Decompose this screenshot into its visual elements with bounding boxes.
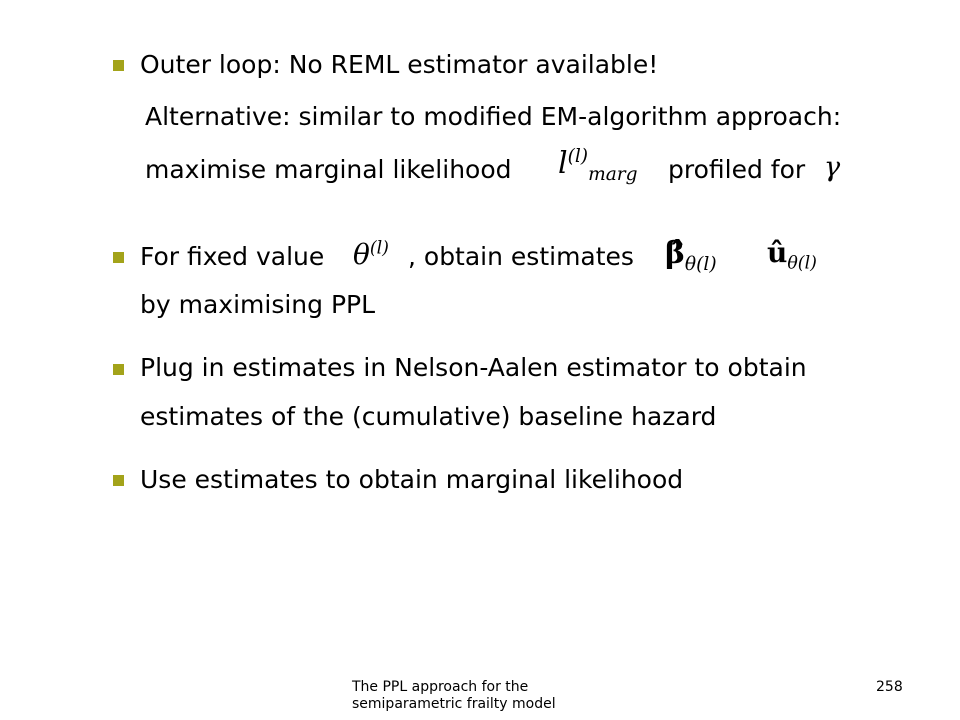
gamma-math: γ (824, 152, 841, 183)
footer-title-line-2: semiparametric frailty model (352, 696, 556, 712)
bullet-1-text: Outer loop: No REML estimator available! (140, 50, 659, 79)
bullet-2-text-a: For fixed value (140, 242, 325, 271)
footer-title-line-1: The PPL approach for the (352, 679, 529, 695)
l-marg-math: $l^{(l)}_{marg}$ (558, 146, 638, 185)
theta-math: $\theta^{(l)}$ (353, 238, 389, 271)
bullet-3-text-a: Plug in estimates in Nelson-Aalen estimator to obtain (140, 353, 807, 382)
beta-hat-math: $\betâ_{\theta(l)}$ (665, 236, 717, 275)
bullet-4-text: Use estimates to obtain marginal likelihood (140, 465, 684, 494)
bullet-marker-1 (113, 60, 124, 71)
bullet-3-text-b: estimates of the (cumulative) baseline hazard (140, 402, 717, 431)
u-hat-math: $û_{\theta(l)}$ (767, 236, 817, 274)
footer-title (352, 679, 556, 713)
bullet-2-text-b: , obtain estimates (408, 242, 634, 271)
bullet-marker-4 (113, 475, 124, 486)
bullet-marker-3 (113, 364, 124, 375)
page-number: 258 (876, 679, 903, 695)
profiled-text: profiled for (668, 155, 806, 184)
bullet-2-text-c: by maximising PPL (140, 290, 376, 319)
alternative-text: Alternative: similar to modified EM-algorithm approach: (145, 102, 842, 131)
bullet-marker-2 (113, 252, 124, 263)
maximise-text: maximise marginal likelihood (145, 155, 512, 184)
